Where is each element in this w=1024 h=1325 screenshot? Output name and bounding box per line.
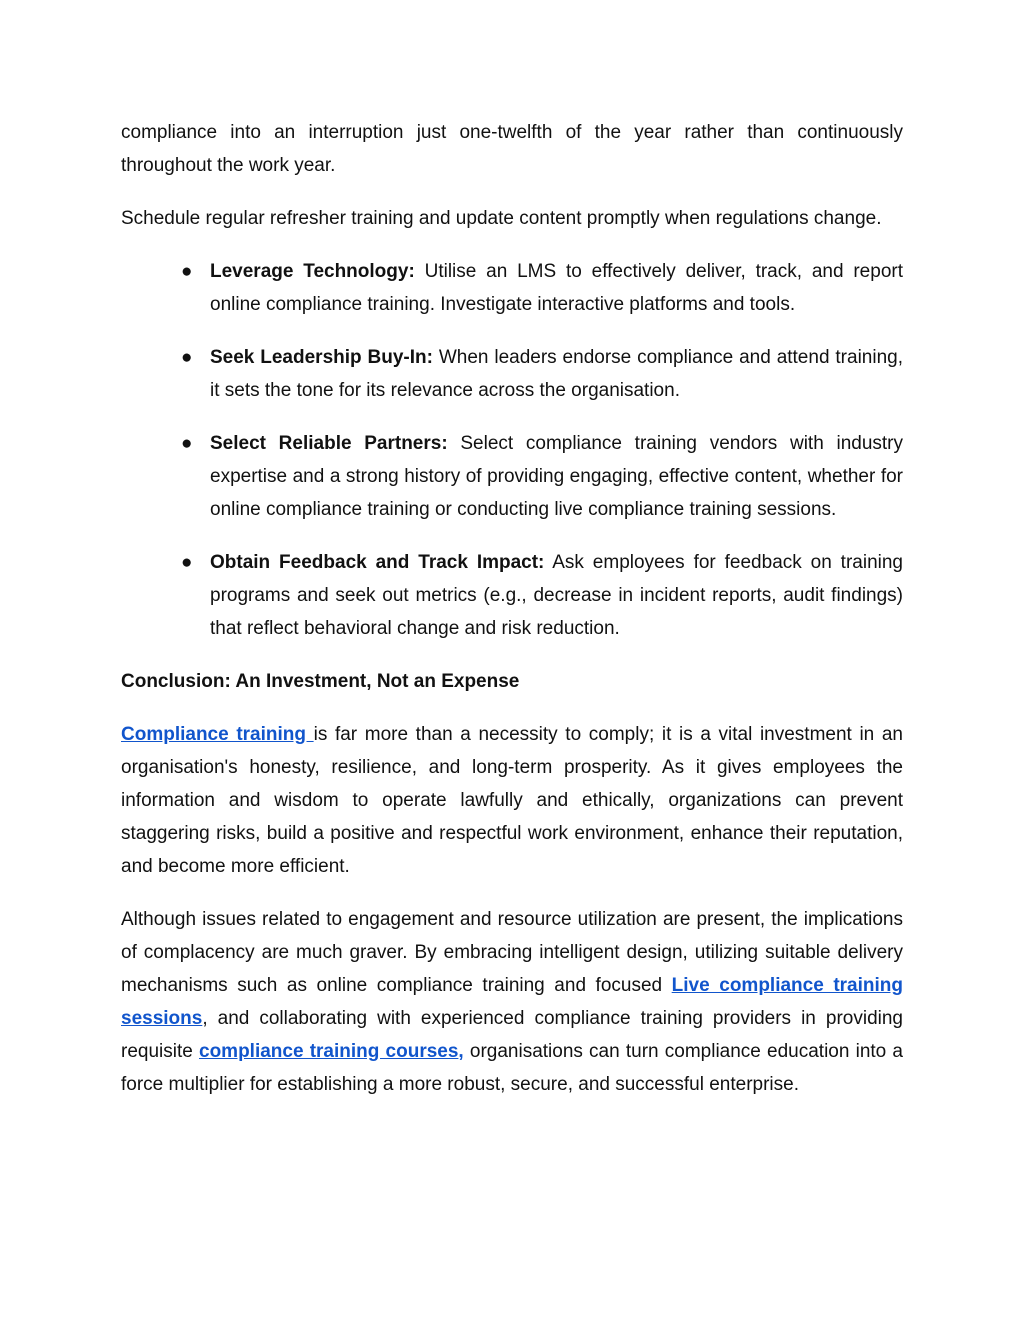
- compliance-training-link[interactable]: Compliance training: [121, 724, 314, 745]
- intro-paragraph-2: Schedule regular refresher training and update content promptly when regulations change.: [121, 208, 882, 229]
- intro-paragraph-1: compliance into an interruption just one-twelfth of the year rather than continuously throughout the work year.: [121, 122, 903, 176]
- list-item-text: Select compliance training vendors with industry expertise and a strong history of providing engaging, effective content, whether for online compliance training or conducting live compliance training sessions.: [210, 433, 904, 520]
- paragraph-text: organisations can turn compliance education into a force multiplier for establishing a more robust, secure, and successful enterprise.: [121, 1041, 903, 1095]
- list-item-title: Obtain Feedback and Track Impact:: [210, 552, 545, 573]
- conclusion-paragraph-1: [121, 718, 903, 883]
- list-item-text: Ask employees for feedback on training programs and seek out metrics (e.g., decrease in incident reports, audit findings) that reflect behavioral change and risk reduction.: [210, 552, 903, 639]
- list-item-text: Utilise an LMS to effectively deliver, track, and report online compliance training. Investigate interactive platforms and tools.: [210, 261, 903, 315]
- bullet-icon: ●: [181, 347, 193, 368]
- conclusion-paragraph-2: [121, 903, 903, 1101]
- compliance-training-courses-link[interactable]: compliance training courses: [199, 1041, 459, 1062]
- bullet-icon: ●: [181, 433, 193, 454]
- list-item-title: Seek Leadership Buy-In:: [210, 347, 433, 368]
- paragraph-text: is far more than a necessity to comply; it is a vital investment in an organisation's honesty, resilience, and long-term prosperity. As it gives employees the information and wisdom to operate lawfully and ethically, organizations can prevent staggering risks, build a positive and respectful work environment, enhance their reputation, and become more efficient.: [121, 724, 903, 877]
- bullet-icon: ●: [181, 552, 193, 573]
- list-item: [121, 255, 903, 321]
- paragraph-text: Although issues related to engagement and resource utilization are present, the implications of complacency are much graver. By embracing intelligent design, utilizing suitable delivery mechanisms such as online compliance training and focused: [121, 909, 903, 996]
- tips-list: [121, 255, 903, 645]
- list-item-title: Select Reliable Partners:: [210, 433, 448, 454]
- list-item: [121, 427, 903, 526]
- compliance-training-courses-link-comma[interactable]: ,: [458, 1041, 464, 1062]
- list-item-title: Leverage Technology:: [210, 261, 415, 282]
- live-compliance-training-sessions-link[interactable]: Live compliance training sessions: [121, 975, 904, 1029]
- list-item: [121, 341, 903, 407]
- conclusion-heading: Conclusion: An Investment, Not an Expense: [121, 671, 520, 692]
- list-item: [121, 546, 903, 645]
- paragraph-text: , and collaborating with experienced compliance training providers in providing requisite: [121, 1008, 903, 1062]
- list-item-text: When leaders endorse compliance and attend training, it sets the tone for its relevance across the organisation.: [210, 347, 903, 401]
- bullet-icon: ●: [181, 261, 193, 282]
- document-page: [121, 116, 903, 1121]
